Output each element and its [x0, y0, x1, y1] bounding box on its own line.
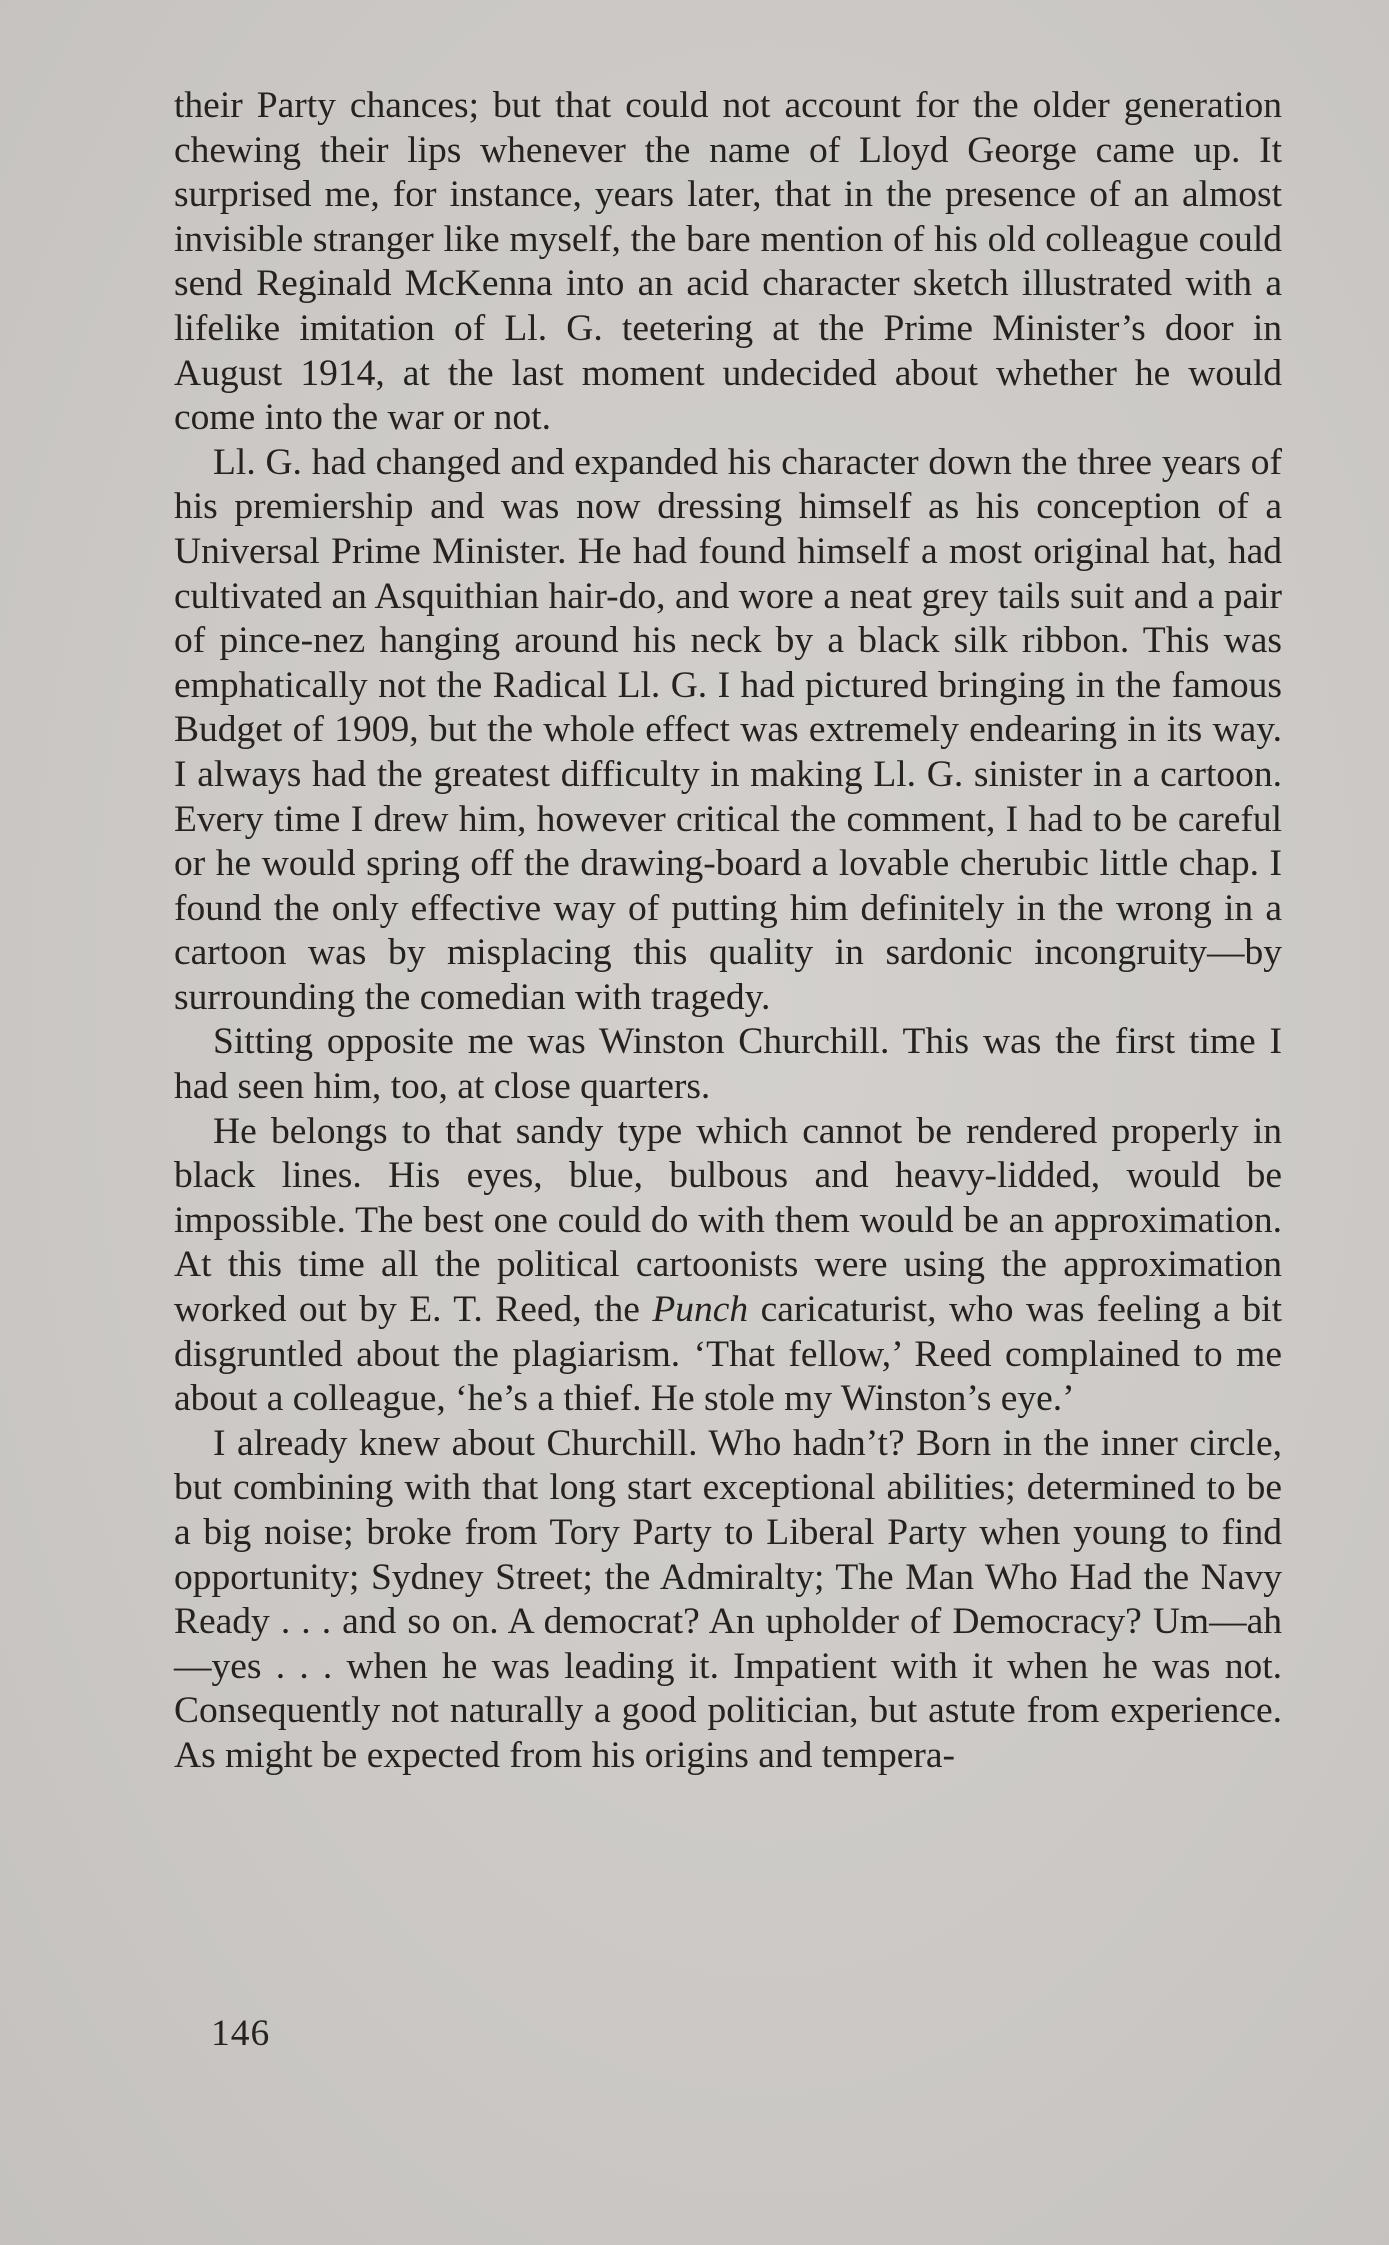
page-number: 146 — [211, 2013, 271, 2054]
paragraph-2: Ll. G. had changed and expanded his character down the three years of his premiership and was now dressing himself as his conception of a Universal Prime Minister. He had found himself a most original hat, had cultivated an Asquithian hair-do, and wore a neat grey tails suit and a pair of pince-nez hanging around his neck by a black silk ribbon. This was emphatically not the Radical Ll. G. I had pictured bringing in the famous Budget of 1909, but the whole effect was extremely endearing in its way. I always had the greatest difficulty in making Ll. G. sinister in a cartoon. Every time I drew him, however critical the comment, I had to be careful or he would spring off the drawing-board a lovable cherubic little chap. I found the only effective way of putting him definitely in the wrong in a cartoon was by misplacing this quality in sardonic incongruity—by surrounding the comedian with tragedy. — [174, 441, 1282, 1018]
paragraph-3: Sitting opposite me was Winston Churchill. This was the first time I had seen him, too, at close quarters. — [174, 1021, 1282, 1108]
paragraph-1: their Party chances; but that could not account for the older generation chewing their lips whenever the name of Lloyd George came up. It surprised me, for instance, years later, that in the presence of an almost invisible stranger like myself, the bare mention of his old colleague could send Reginald McKenna into an acid character sketch illustrated with a lifelike imitation of Ll. G. teetering at the Prime Minister’s door in August 1914, at the last moment undecided about whether he would come into the war or not. — [174, 85, 1282, 439]
publication-title: Punch — [652, 1289, 749, 1331]
page-body — [174, 84, 1282, 1779]
paragraph-5: I already knew about Churchill. Who hadn’t? Born in the inner circle, but combining with that long start exceptional abilities; determined to be a big noise; broke from Tory Party to Liberal Party when young to find opportunity; Sydney Street; the Admiralty; The Man Who Had the Navy Ready . . . and so on. A democrat? An upholder of Democracy? Um—ah—yes . . . when he was leading it. Impatient with it when he was not. Consequently not naturally a good politician, but astute from experience. As might be expected from his origins and tempera- — [174, 1422, 1282, 1776]
paragraph-4: He belongs to that sandy type which cannot be rendered properly in black lines. His eyes, blue, bulbous and heavy-lidded, would be impossible. The best one could do with them would be an approximation. At this time all the political cartoonists were using the approximation worked out by E. T. Reed, the Punch caricaturist, who was feeling a bit disgruntled about the plagiarism. ‘That fellow,’ Reed complained to me about a colleague, ‘he’s a thief. He stole my Winston’s eye.’ — [174, 1110, 1282, 1420]
